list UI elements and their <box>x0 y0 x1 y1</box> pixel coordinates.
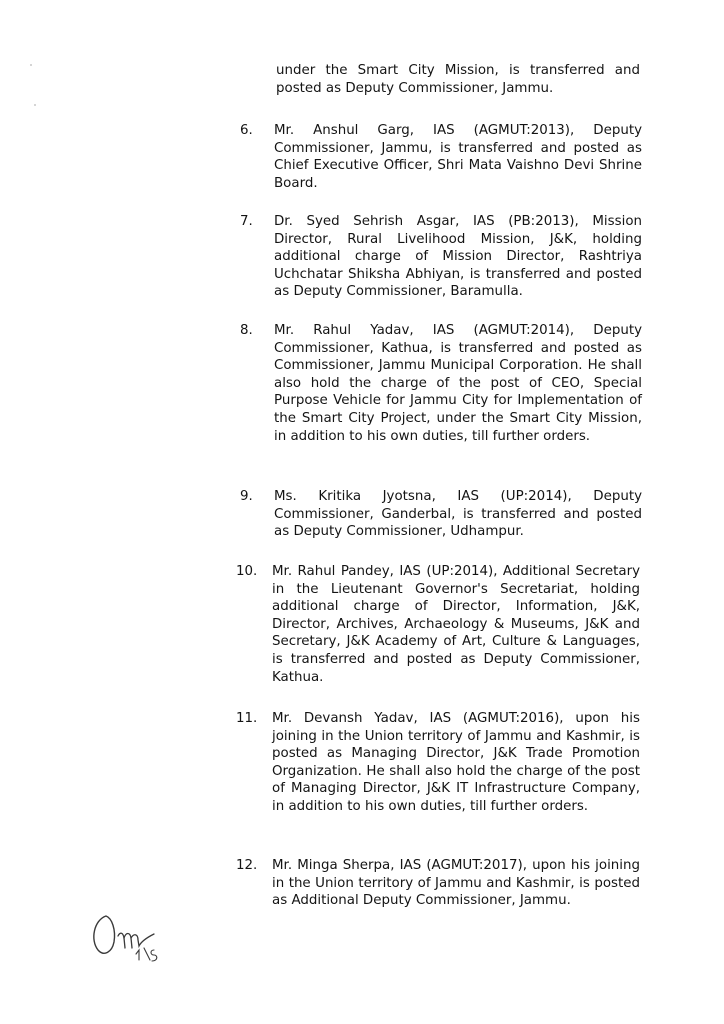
item-number: 7. <box>240 214 253 229</box>
item-number: 8. <box>240 323 253 338</box>
scan-speck <box>34 104 36 106</box>
handwritten-signature <box>86 906 178 966</box>
item-number: 12. <box>236 858 258 873</box>
item-number: 6. <box>240 123 253 138</box>
item-number: 11. <box>236 711 258 726</box>
item-text: Mr. Rahul Pandey, IAS (UP:2014), Additional Secretary in the Lieutenant Governor's Secretariat, holding additional charge of Director, Information, J&K, Director, Archives, Archaeology & Museums, J&K and Secretary, J&K Academy of Art, Culture & Languages, is transferred and posted as Deputy Commissioner, Kathua. <box>272 564 640 685</box>
item-text: Dr. Syed Sehrish Asgar, IAS (PB:2013), Mission Director, Rural Livelihood Mission, J&K, holding additional charge of Mission Director, Rashtriya Uchchatar Shiksha Abhiyan, is transferred and posted as Deputy Commissioner, Baramulla. <box>274 214 642 300</box>
item-text: Mr. Anshul Garg, IAS (AGMUT:2013), Deputy Commissioner, Jammu, is transferred and posted as Chief Executive Officer, Shri Mata Vaishno Devi Shrine Board. <box>274 123 642 191</box>
item-number: 9. <box>240 489 253 504</box>
item-text: Mr. Rahul Yadav, IAS (AGMUT:2014), Deputy Commissioner, Kathua, is transferred and posted as Commissioner, Jammu Municipal Corporation. He shall also hold the charge of the post of CEO, Special Purpose Vehicle for Jammu City for Implementation of the Smart City Project, under the Smart City Mission, in addition to his own duties, till further orders. <box>274 323 642 444</box>
item-text: Mr. Minga Sherpa, IAS (AGMUT:2017), upon his joining in the Union territory of Jammu and Kashmir, is posted as Additional Deputy Commissioner, Jammu. <box>272 858 640 909</box>
item-number: 10. <box>236 564 258 579</box>
item-text: Mr. Devansh Yadav, IAS (AGMUT:2016), upon his joining in the Union territory of Jammu and Kashmir, is posted as Managing Director, J&K Trade Promotion Organization. He shall also hold the charge of the post of Managing Director, J&K IT Infrastructure Company, in addition to his own duties, till further orders. <box>272 711 640 814</box>
continuation-paragraph: under the Smart City Mission, is transferred and posted as Deputy Commissioner, Jammu. <box>276 63 640 96</box>
item-text: Ms. Kritika Jyotsna, IAS (UP:2014), Deputy Commissioner, Ganderbal, is transferred and posted as Deputy Commissioner, Udhampur. <box>274 489 642 540</box>
scan-speck <box>30 64 32 66</box>
